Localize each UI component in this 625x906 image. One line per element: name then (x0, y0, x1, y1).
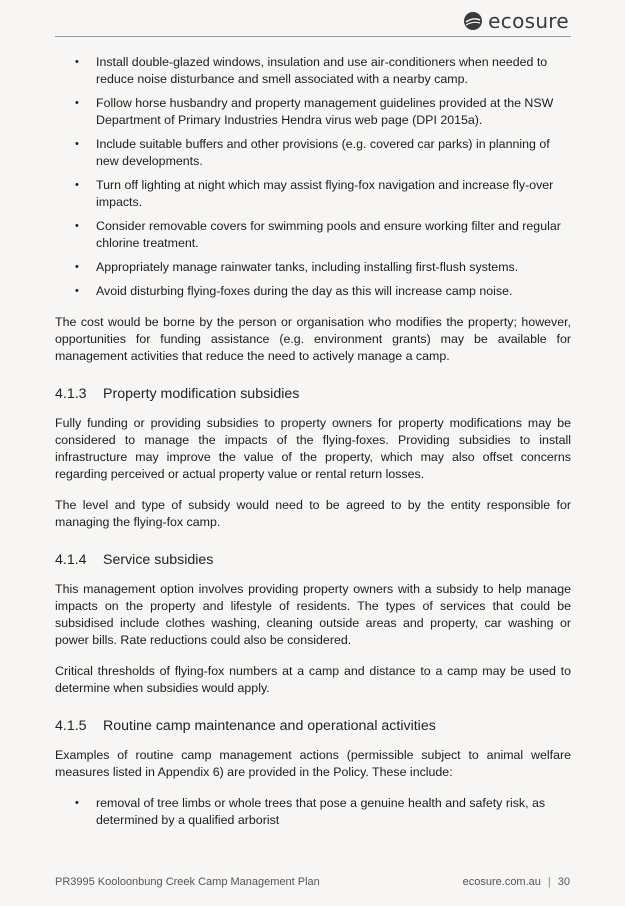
measures-list (55, 54, 571, 300)
bullet-icon: • (75, 285, 79, 297)
list-item: • removal of tree limbs or whole trees that pose a genuine health and safety risk, as determined by a qualified arborist (75, 796, 546, 827)
bullet-icon: • (75, 220, 79, 232)
section-number: 4.1.5 (55, 718, 87, 734)
ecosure-leaf-circle-icon (463, 11, 483, 31)
list-item: • Turn off lighting at night which may assist flying-fox navigation and increase fly-over impacts. (75, 178, 554, 209)
bullet-icon: • (75, 97, 79, 109)
cost-paragraph: The cost would be borne by the person or organisation who modifies the property; however, opportunities for funding assistance (e.g. environment grants) may be available for management activities that reduce the need to actively manage a camp. (55, 315, 571, 363)
logo-text: ecosure (488, 9, 569, 33)
paragraph: The level and type of subsidy would need to be agreed to by the entity responsible for managing the flying-fox camp. (55, 498, 571, 529)
bullet-icon: • (75, 797, 79, 809)
paragraph: Examples of routine camp management actions (permissible subject to animal welfare measures listed in Appendix 6) are provided in the Policy. These include: (55, 748, 571, 779)
list-item: • Follow horse husbandry and property management guidelines provided at the NSW Department of Primary Industries Hendra virus web page (DPI 2015a). (75, 96, 554, 127)
list-item: • Include suitable buffers and other provisions (e.g. covered car parks) in planning of new developments. (75, 137, 550, 168)
section-title: Service subsidies (103, 552, 214, 568)
section-number: 4.1.3 (55, 386, 87, 402)
bullet-icon: • (75, 138, 79, 150)
header-divider (55, 36, 571, 37)
list-item: • Avoid disturbing flying-foxes during the day as this will increase camp noise. (75, 284, 513, 298)
section-title: Routine camp maintenance and operational activities (103, 718, 436, 734)
list-item: • Consider removable covers for swimming pools and ensure working filter and regular chlorine treatment. (75, 219, 561, 250)
section-heading-4-1-4 (55, 551, 571, 569)
section-heading-4-1-5 (55, 717, 571, 735)
section-title: Property modification subsidies (103, 386, 300, 402)
website-label: ecosure.com.au (462, 876, 541, 888)
list-item: • Install double-glazed windows, insulation and use air-conditioners when needed to reduce noise disturbance and smell associated with a nearby camp. (75, 55, 548, 86)
paragraph: Fully funding or providing subsidies to property owners for property modifications may be considered to manage the impacts of the flying-foxes. Providing subsidies to install infrastructure may improve the value of the property, which may also offset concerns regarding perceived or actual property value or rental return losses. (55, 416, 571, 481)
page-content (55, 54, 571, 836)
page-number: 30 (557, 876, 570, 888)
section-number: 4.1.4 (55, 552, 87, 568)
bullet-icon: • (75, 261, 79, 273)
footer-right (463, 876, 570, 888)
bullet-icon: • (75, 179, 79, 191)
list-item: • Appropriately manage rainwater tanks, including installing first-flush systems. (75, 260, 519, 274)
paragraph: This management option involves providing property owners with a subsidy to help manage impacts on the property and lifestyle of residents. The types of services that could be subsidised include clothes washing, cleaning outside areas and property, car washing or power bills. Rate reductions could also be considered. (55, 582, 571, 647)
page-footer (55, 876, 570, 888)
ecosure-logo (463, 9, 569, 33)
maintenance-list (55, 795, 571, 829)
paragraph: Critical thresholds of flying-fox numbers at a camp and distance to a camp may be used to determine when subsidies would apply. (55, 664, 571, 695)
section-heading-4-1-3 (55, 385, 571, 403)
bullet-icon: • (75, 56, 79, 68)
footer-separator: | (547, 876, 551, 888)
document-title: PR3995 Kooloonbung Creek Camp Management Plan (55, 876, 320, 888)
